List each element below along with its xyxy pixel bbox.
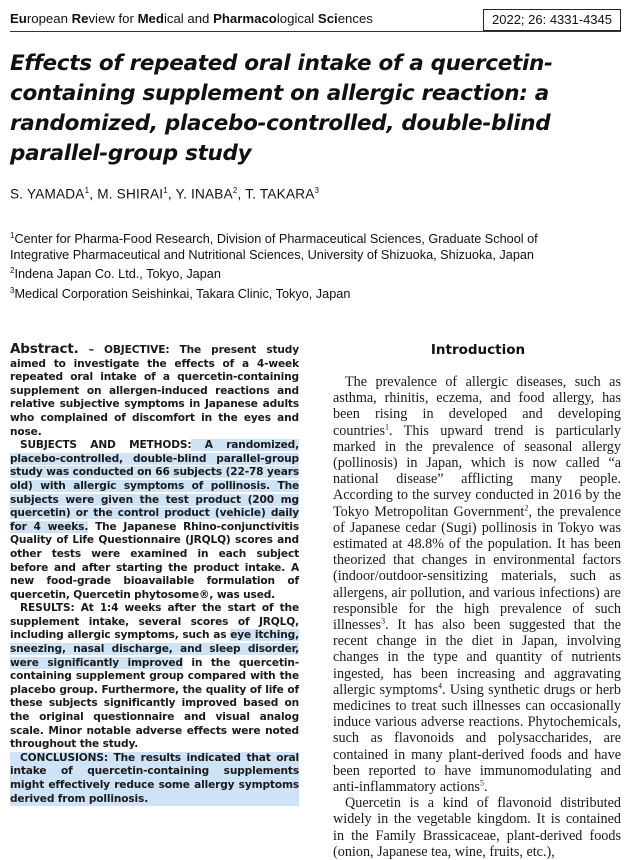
journal-name-part: Pharmaco [213,11,277,26]
introduction-body [333,374,621,860]
affiliation-mark: 3 [10,286,15,296]
abstract-heading: Abstract. [10,341,79,357]
journal-name-part: logical [276,11,318,26]
abstract-methods [10,439,299,602]
reference-mark: 4 [437,681,442,691]
introduction-heading: Introduction [430,342,526,358]
affiliation-line [10,263,610,283]
results-highlight: eye itching, sneezing, nasal discharge, and sleep disorder, were significantly improved [10,629,299,669]
author-list: S. YAMADA$^1$, M. SHIRAI$^1$, Y. INABA$^2$, T. TAKARA$^3$ [10,186,320,202]
abstract-results [10,602,299,752]
affiliation-text: Center for Pharma-Food Research, Division of Pharmaceutical Sciences, Graduate School of [14,232,538,247]
journal-name-part: Re [71,11,89,26]
abstract-dash: – [78,344,105,356]
results-text-2: in the quercetin-containing supplement group compared with the placebo group. Furthermore, the quality of life of these subjects significantly improved based on the original questionnaire and visual analog scale. Minor notable adverse effects were noted throughout the study. [10,656,299,751]
journal-name-part: ical and [163,11,214,26]
affiliation-text: Medical Corporation Seishinkai, Takara Clinic, Tokyo, Japan [14,287,351,302]
journal-header [10,9,621,31]
introduction-text: . This upward trend is particularly marked in the prevalence of seasonal allergy (pollinosis) in Japan, which is now called “a national disease” afflicting many people. According to the survey conducted in 2016 by the Tokyo Metropolitan Government [333,422,621,520]
introduction-text: . [483,779,488,796]
reference-mark: 3 [381,616,386,626]
header-rule [10,31,621,32]
abstract-objective [10,343,299,439]
introduction-paragraph [333,795,621,860]
author-affiliation-mark: 3 [314,186,320,195]
affiliation-mark: 2 [10,266,15,276]
conclusions-label: CONCLUSIONS: [20,751,108,764]
journal-name-part: ences [337,11,373,26]
reference-mark: 2 [524,502,529,512]
author-affiliation-mark: 1 [84,186,90,195]
affiliation-line [10,248,610,264]
author-name: M. SHIRAI [97,186,164,202]
affiliation-mark: 1 [10,231,15,240]
affiliation-text: Integrative Pharmaceutical and Nutritional Sciences, University of Shizuoka, Shizuoka, Japan [10,247,534,262]
results-label: RESULTS: [20,602,75,615]
author-affiliation-mark: 2 [232,186,238,195]
reference-mark: 5 [479,778,484,788]
introduction-text: , the prevalence of Japanese cedar (Sugi) pollinosis in Tokyo was estimated at 48.8% of the population. It has been theorized that changes in environmental factors (indoor/outdoor-sensitizing materials, such as allergens, air pollution, and various infections) are responsible for the high prevalence of such illnesses [333,503,622,634]
journal-name [10,11,373,26]
journal-name-part: Eu [10,11,27,26]
citation-box: 2022; 26: 4331-4345 [483,9,621,31]
author-name: Y. INABA [175,186,233,202]
affiliation-line [10,228,610,248]
affiliation-text: Indena Japan Co. Ltd., Tokyo, Japan [14,267,221,282]
reference-mark: 1 [385,421,390,431]
journal-name-part: Sci [317,11,338,26]
journal-name-part: Med [137,11,164,26]
author-name: T. TAKARA [245,186,315,202]
introduction-text: . It has also been suggested that the recent change in the diet in Japan, involving changes in the type and quantity of nutrients ingested, has been increasing and aggravating allergic symptoms [333,617,621,698]
introduction-text: The prevalence of allergic diseases, such as asthma, rhinitis, eczema, and food allergy, has been rising in developed and developing countries [333,374,621,439]
introduction-text: . Using synthetic drugs or herb medicines to treat such illnesses can occasionally induce various adverse reactions. Phytochemicals, such as flavonoids and polysaccharides, are contained in many plant-derived foods and have been reported to have immunomodulating and anti-inflammatory actions [333,681,621,796]
introduction-paragraph [333,374,621,795]
author-name: S. YAMADA [10,186,85,202]
journal-name-part: ropean [26,11,72,26]
article-title: Effects of repeated oral intake of a quercetin-containing supplement on allergic reaction: a randomized, placebo-controlled, double-blind parallel-group study [10,51,553,166]
objective-text: The present study aimed to investigate the effects of a 4-week repeated oral intake of a quercetin-containing supplement on allergen-induced reactions and relative subjective symptoms in Japanese adults who complained of discomfort in the eyes and nose. [10,344,299,438]
abstract-conclusions [10,752,299,806]
introduction-text: Quercetin is a kind of flavonoid distributed widely in the vegetable kingdom. It is contained in the Family Brassicaceae, plant-derived foods (onion, Japanese tea, wine, fruits, etc.), [333,795,621,860]
objective-label: OBJECTIVE: [104,344,170,356]
conclusions-text: The results indicated that oral intake of quercetin-containing supplements might effectively reduce some allergy symptoms derived from pollinosis. [10,751,299,805]
affiliations [10,228,610,303]
methods-label: SUBJECTS AND METHODS: [20,439,192,452]
results-text-1: At 1:4 weeks after the start of the supplement intake, several scores of JRQLQ, including allergic symptoms, such as [10,602,299,642]
abstract [10,343,299,806]
author-affiliation-mark: 1 [163,186,168,195]
methods-text: The Japanese Rhino-conjunctivitis Quality of Life Questionnaire (JRQLQ) scores and other tests were examined in each subject before and after starting the product intake. A new food-grade bioavailable formulation of quercetin, Quercetin phytosome®, was used. [10,520,299,601]
journal-name-part: view for [88,11,138,26]
affiliation-line [10,283,610,303]
methods-highlight: A randomized, placebo-controlled, double-blind parallel-group study was conducted on 66 subjects (22-78 years old) with allergic symptoms of pollinosis. The subjects were given the test product (200 mg quercetin) or the control product (vehicle) daily for 4 weeks. [10,439,299,533]
